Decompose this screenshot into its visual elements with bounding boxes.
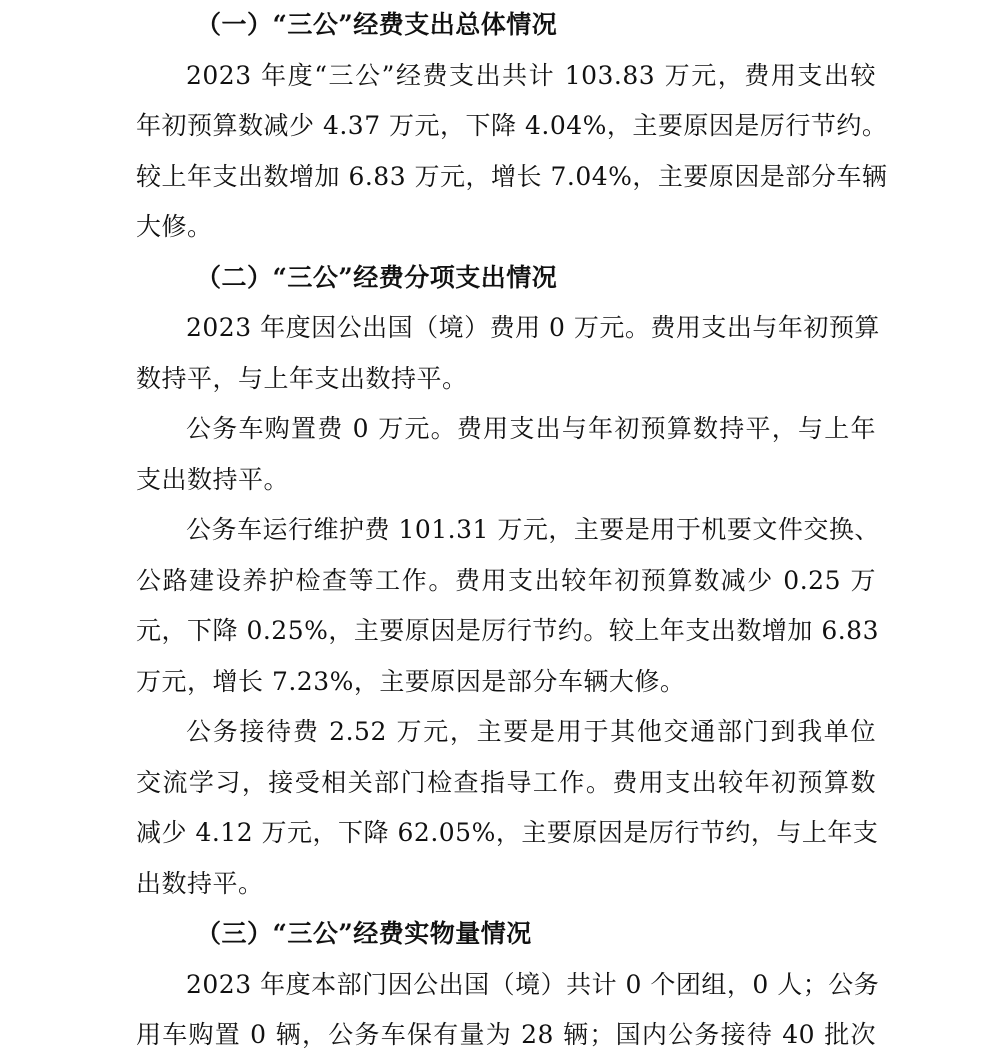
- section3-line: 2023 年度本部门因公出国（境）共计 0 个团组，0 人；公务: [186, 969, 880, 999]
- section2-p3-line: 公务车运行维护费 101.31 万元，主要是用于机要文件交换、: [186, 515, 880, 544]
- section2-p4-line: 公务接待费 2.52 万元，主要是用于其他交通部门到我单位: [186, 717, 876, 746]
- section1-line: 较上年支出数增加 6.83 万元，增长 7.04%，主要原因是部分车辆: [136, 161, 888, 191]
- document-body: [136, 0, 888, 1061]
- section2-p3-line: 元，下降 0.25%，主要原因是厉行节约。较上年支出数增加 6.83: [136, 616, 879, 645]
- section2-p1-line: 2023 年度因公出国（境）费用 0 万元。费用支出与年初预算: [186, 313, 880, 342]
- section2-p2-line: 支出数持平。: [136, 464, 290, 494]
- section1-line: 年初预算数减少 4.37 万元，下降 4.04%，主要原因是厉行节约。: [136, 111, 888, 140]
- section2-p1-line: 数持平，与上年支出数持平。: [136, 363, 468, 393]
- section-heading-1: （一）“三公”经费支出总体情况: [196, 10, 558, 39]
- section1-line: 2023 年度“三公”经费支出共计 103.83 万元，费用支出较: [186, 60, 876, 90]
- section3-line: 用车购置 0 辆，公务车保有量为 28 辆；国内公务接待 40 批次: [136, 1020, 876, 1049]
- section2-p3-line: 公路建设养护检查等工作。费用支出较年初预算数减少 0.25 万: [136, 565, 876, 595]
- section-heading-2: （二）“三公”经费分项支出情况: [196, 262, 558, 292]
- section-heading-3: （三）“三公”经费实物量情况: [196, 919, 532, 948]
- section2-p4-line: 减少 4.12 万元，下降 62.05%，主要原因是厉行节约，与上年支: [136, 818, 879, 847]
- section2-p2-line: 公务车购置费 0 万元。费用支出与年初预算数持平，与上年: [186, 414, 876, 443]
- section2-p3-line: 万元，增长 7.23%，主要原因是部分车辆大修。: [136, 666, 686, 696]
- section2-p4-line: 出数持平。: [136, 868, 264, 898]
- section2-p4-line: 交流学习，接受相关部门检查指导工作。费用支出较年初预算数: [136, 767, 876, 797]
- section1-line: 大修。: [136, 212, 213, 241]
